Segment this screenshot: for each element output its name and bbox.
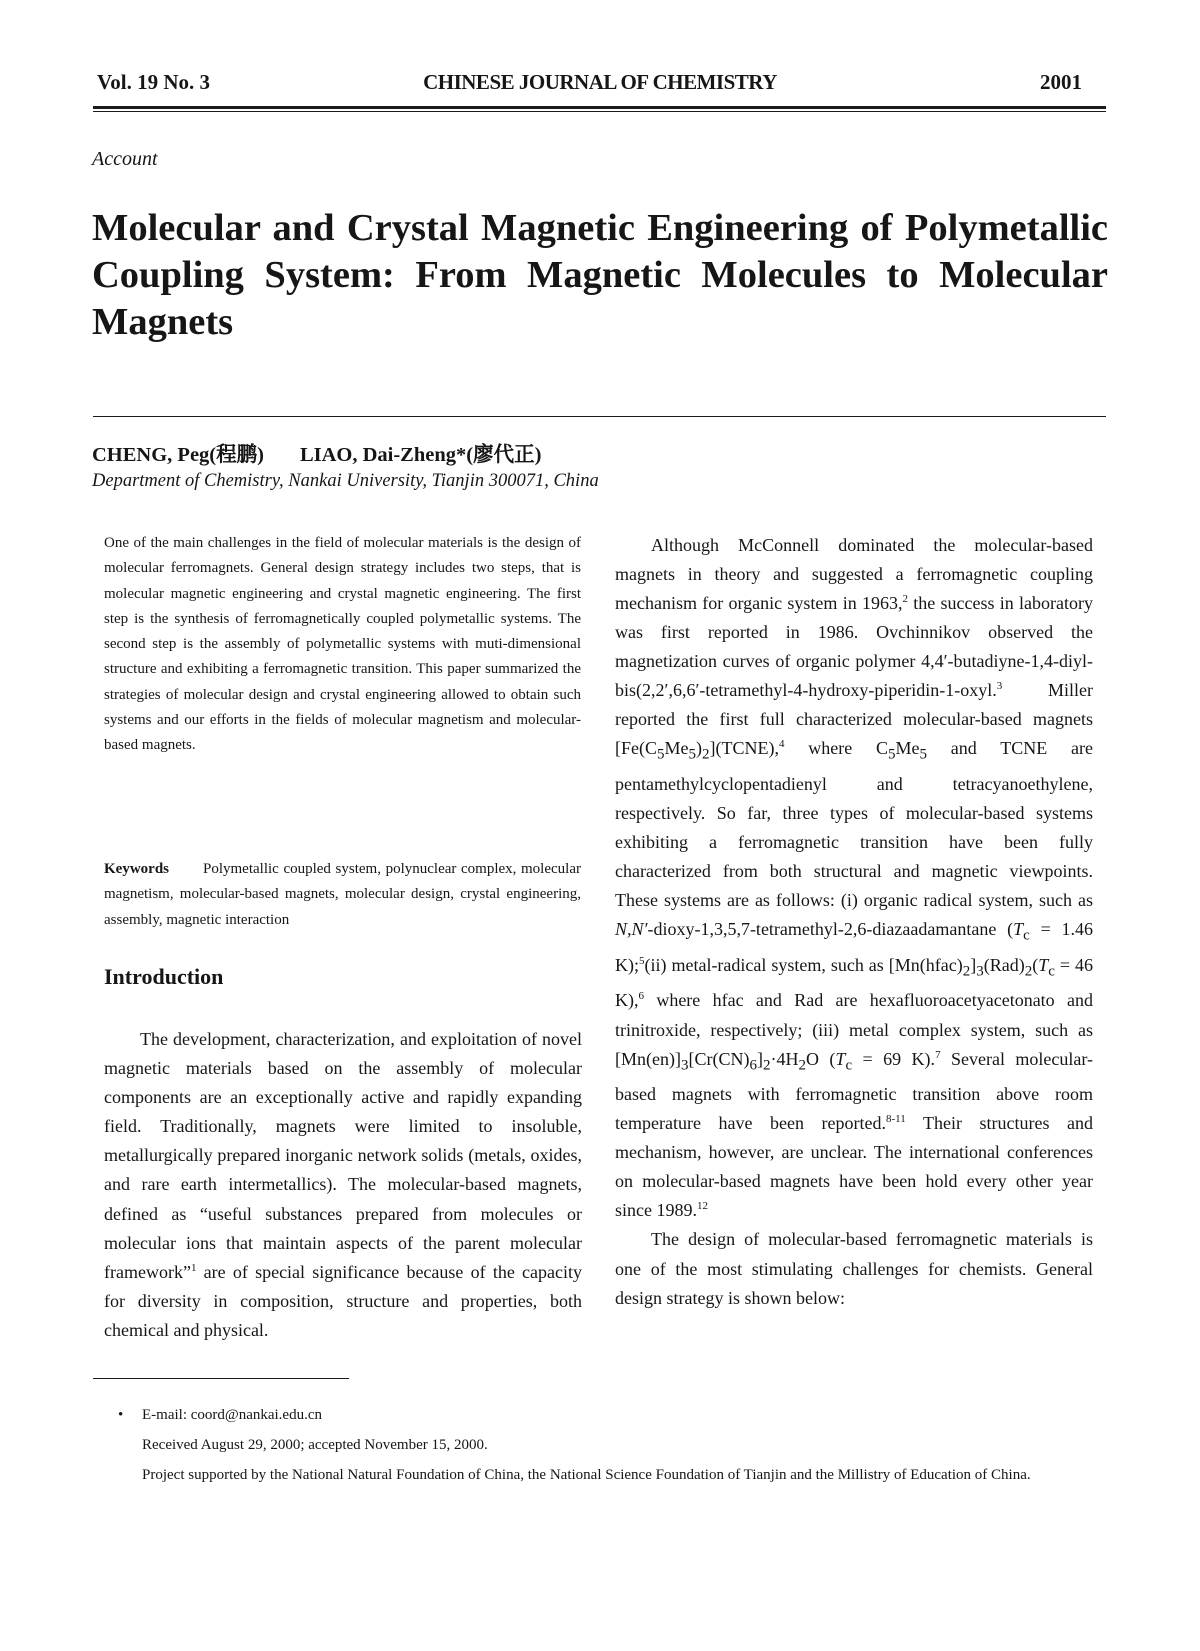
footnote-received: Received August 29, 2000; accepted November 15, 2000. [142,1437,488,1453]
article-title: Molecular and Crystal Magnetic Engineering of Polymetallic Coupling System: From Magnetic Molecules to Molecular Magnets [92,207,1108,343]
footnote-rule [93,1378,349,1379]
author-line [92,437,541,467]
journal-name: CHINESE JOURNAL OF CHEMISTRY [423,70,777,94]
header-rule-thick [93,106,1106,109]
footnote-mark: • [118,1407,124,1423]
title-rule [93,416,1106,417]
footnote-email: E-mail: coord@nankai.edu.cn [142,1407,322,1423]
body-paragraph-history: Although McConnell dominated the molecular-based magnets in theory and suggested a ferromagnetic coupling mechanism for organic system in 1963,$^2$ the success in laboratory was first reported in 1986. Ovchinnikov observed the magnetization curves of organic polymer 4,4′-butadiyne-1,4-diyl-bis(2,2′,6,6′-tetramethyl-4-hydroxy-piperidin-1-oxyl.$^3$ Miller reported the first full characterized molecular-based magnets $[Fe(C_5Me_5)_2](TCNE),^4$ where $C_5Me_5$ and TCNE are pentamethylcyclopentadienyl and tetracyanoethylene, respectively. So far, three types of molecular-based systems exhibiting a ferromagnetic transition have been fully characterized from both structural and magnetic viewpoints. These systems are as follows: (i) organic radical system, such as N,N′-dioxy-1,3,5,7-tetramethyl-2,6-diazaadamantane ($T_c = 1.46$ K);$^5$(ii) metal-radical system, such as $[Mn(hfac)_2]_3(Rad)_2(T_c = 46$ K),$^6$ where hfac and Rad are hexafluoroacetyacetonato and trinitroxide, respectively; (iii) metal complex system, such as $[Mn(en)]_3[Cr(CN)_6]_2\cdot 4H_2O$ ($T_c = 69$ K).$^7$ Several molecular-based magnets with ferromagnetic transition above room temperature have been reported.$^{8-11}$ Their structures and mechanism, however, are unclear. The international conferences on molecular-based magnets have been hold every other year since 1989.12 [615,535,1094,1221]
right-column [615,531,1093,1313]
abstract: One of the main challenges in the field of molecular materials is the design of molecular ferromagnets. General design strategy includes two steps, that is molecular magnetic engineering and crystal magnetic engineering. The first step is the synthesis of ferromagnetically coupled polymetallic systems. The second step is the assembly of polymetallic systems with muti-dimensional structure and exhibiting a ferromagnetic transition. This paper summarized the strategies of molecular design and crystal engineering allowed to obtain such systems and our efforts in the fields of molecular magnetism and molecular-based magnets. [104,535,581,754]
section-heading-introduction: Introduction [104,964,224,989]
author-liao: LIAO, Dai-Zheng*(廖代正) [299,444,542,466]
footnote-funding: Project supported by the National Natural Foundation of China, the National Science Foundation of Tianjin and the Millistry of Education of China. [142,1467,1031,1483]
article-type: Account [92,148,158,170]
affiliation: Department of Chemistry, Nankai University, Tianjin 300071, China [92,471,599,491]
volume-issue: Vol. 19 No. 3 [97,70,210,94]
keywords [104,857,581,933]
keywords-text: Polymetallic coupled system, polynuclear complex, molecular magnetism, molecular-based magnets, molecular design, crystal engineering, assembly, magnetic interaction [104,861,581,928]
keywords-label: Keywords [104,861,169,877]
intro-paragraph: The development, characterization, and exploitation of novel magnetic materials based on the assembly of molecular components are an exceptionally active and rapidly expanding field. Traditionally, magnets were limited to insoluble, metallurgically prepared inorganic network solids (metals, oxides, and rare earth intermetallics). The molecular-based magnets, defined as “useful substances prepared from molecules or molecular ions that maintain aspects of the parent molecular framework”$^1$ are of special significance because of the capacity for diversity in composition, structure and properties, both chemical and physical. [104,1029,582,1340]
author-cheng: CHENG, Peg(程鹏) [92,444,264,466]
footnotes [118,1400,1054,1490]
body-paragraph-design: The design of molecular-based ferromagnetic materials is one of the most stimulating challenges for chemists. General design strategy is shown below: [615,1229,1093,1308]
year: 2001 [1040,70,1082,94]
header-rule-thin [93,111,1106,112]
